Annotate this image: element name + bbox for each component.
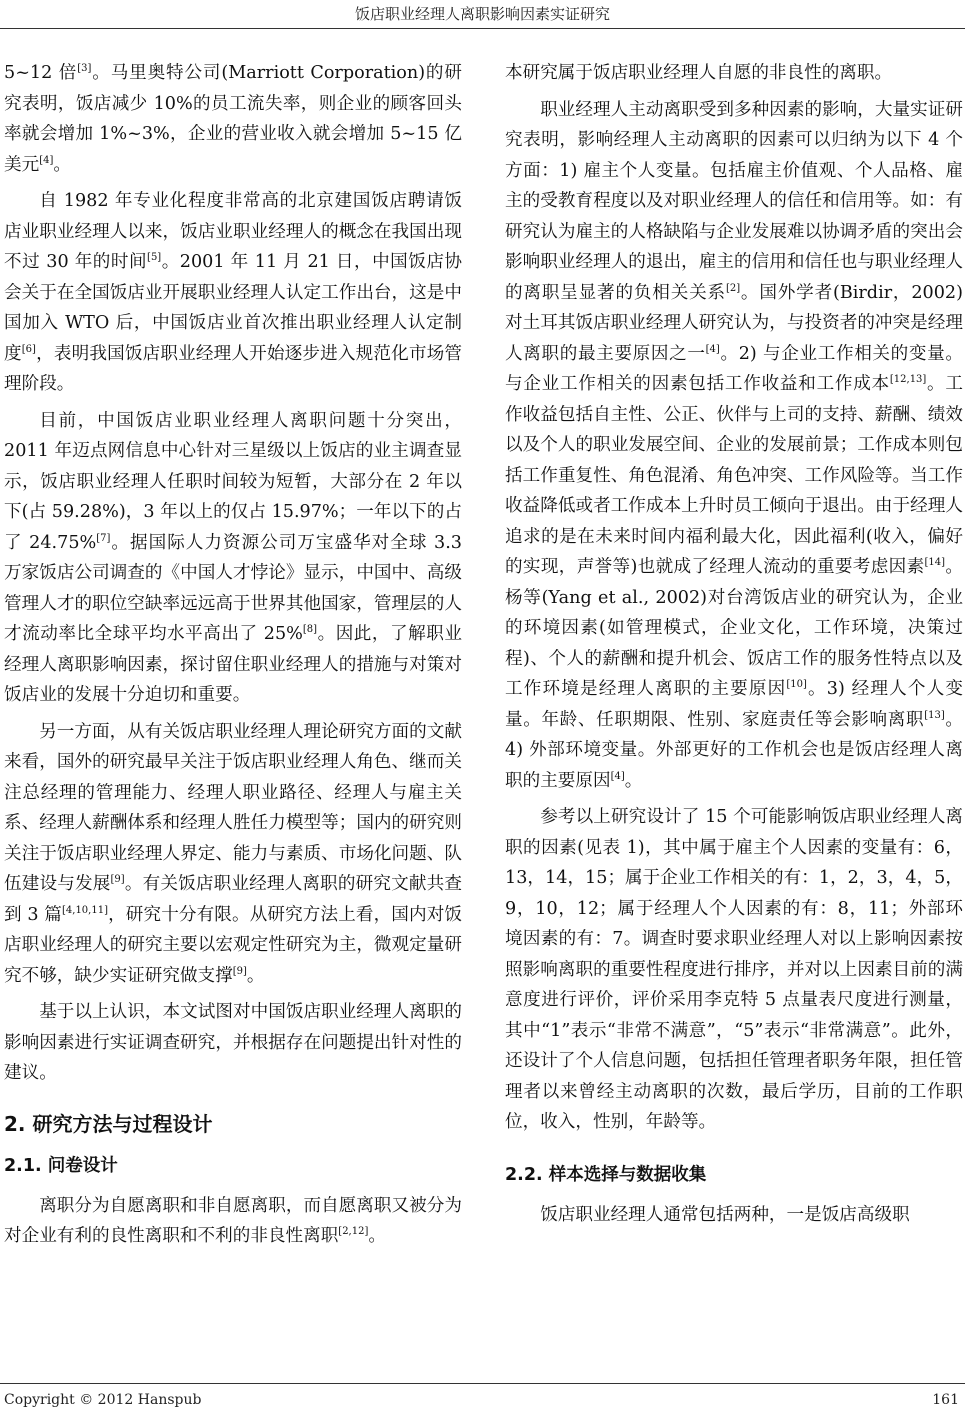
citation[interactable]: [9] xyxy=(110,874,125,885)
paragraph: 职业经理人主动离职受到多种因素的影响，大量实证研究表明，影响经理人主动离职的因素可以归纳为以下 4 个方面：1) 雇主个人变量。包括雇主价值观、个人品格、雇主的受教育程度以及对职业经理人的信任和信用等。如：有研究认为雇主的人格缺陷与企业发展难以协调矛盾的突出会影响职业经理人的退出，雇主的信用和信任也与职业经理人的离职呈显著的负相关关系[2]。国外学者(Birdir，2002)对土耳其饭店职业经理人研究认为，与投资者的冲突是经理人离职的最主要原因之一[4]。2) 与企业工作相关的变量。与企业工作相关的因素包括工作收益和工作成本[12,13]。工作收益包括自主性、公正、伙伴与上司的支持、薪酬、绩效以及个人的职业发展空间、企业的发展前景；工作成本则包括工作重复性、角色混淆、角色冲突、工作风险等。当工作收益降低或者工作成本上升时员工倾向于退出。由于经理人追求的是在未来时间内福利最大化，因此福利(收入，偏好的实现，声誉等)也就成了经理人流动的重要考虑因素[14]。杨等(Yang et al., 2002)对台湾饭店业的研究认为，企业的环境因素(如管理模式，企业文化，工作环境，决策过程)、个人的薪酬和提升机会、饭店工作的服务性特点以及工作环境是经理人离职的主要原因[10]。3) 经理人个人变量。年龄、任职期限、性别、家庭责任等会影响离职[13]。4) 外部环境变量。外部更好的工作机会也是饭店经理人离职的主要原因[4]。 xyxy=(505,99,963,791)
paragraph: 离职分为自愿离职和非自愿离职，而自愿离职又被分为对企业有利的良性离职和不利的非良性离职[2,12]。 xyxy=(4,1195,462,1246)
citation[interactable]: [4] xyxy=(39,154,54,166)
page-number: 161 xyxy=(932,1392,959,1408)
citation[interactable]: [3] xyxy=(77,63,92,74)
citation[interactable]: [4,10,11] xyxy=(62,904,108,916)
paragraph: 基于以上认识，本文试图对中国饭店职业经理人离职的影响因素进行实证调查研究，并根据存在问题提出针对性的建议。 xyxy=(4,1002,462,1083)
citation[interactable]: [2] xyxy=(725,282,741,294)
paragraph: 饭店职业经理人通常包括两种，一是饭店高级职 xyxy=(540,1204,910,1225)
citation[interactable]: [12,13] xyxy=(889,374,927,385)
running-header: 饭店职业经理人离职影响因素实证研究 xyxy=(354,5,610,23)
paragraph: 目前，中国饭店业职业经理人离职问题十分突出，2011 年迈点网信息中心针对三星级以上饭店的业主调查显示，饭店职业经理人任职时间较为短暂，大部分在 2 年以下(占 59.28%)，3 年以上的仅占 15.97%；一年以下的占了 24.75%[7]。据国际人力资源公司万宝盛华对全球 3.3 万家饭店公司调查的《中国人才悖论》显示，中国中、高级管理人才的职位空缺率远远高于世界其他国家，管理层的人才流动率比全球平均水平高出了 25%[8]。因此，了解职业经理人离职影响因素，探讨留住职业经理人的措施与对策对饭店业的发展十分迫切和重要。 xyxy=(4,410,462,705)
citation[interactable]: [2,12] xyxy=(338,1226,369,1237)
citation[interactable]: [14] xyxy=(924,557,946,568)
citation[interactable]: [4] xyxy=(610,770,625,782)
paragraph: 本研究属于饭店职业经理人自愿的非良性的离职。 xyxy=(505,63,893,83)
citation[interactable]: [6] xyxy=(21,343,36,355)
citation[interactable]: [13] xyxy=(924,709,945,721)
right-column xyxy=(505,58,963,1368)
paragraph: 参考以上研究设计了 15 个可能影响饭店职业经理人离职的因素(见表 1)，其中属于雇主个人因素的变量有：6，13，14，15；属于企业工作相关的有：1，2，3，4，5，9，10，12；属于经理人个人因素的有：8，11；外部环境因素的有：7。调查时要求职业经理人对以上影响因素按照影响离职的重要性程度进行排序，并对以上因素目前的满意度进行评价，评价采用李克特 5 点量表尺度进行测量，其中“1”表示“非常不满意”，“5”表示“非常满意”。此外，还设计了个人信息问题，包括担任管理者职务年限，担任管理者以来曾经主动离职的次数，最后学历，目前的工作职位，收入，性别，年龄等。 xyxy=(505,807,963,1132)
citation[interactable]: [10] xyxy=(786,679,807,690)
subsection-heading: 2.1. 问卷设计 xyxy=(4,1155,118,1176)
footer-rule xyxy=(0,1383,965,1384)
citation[interactable]: [8] xyxy=(302,624,318,635)
citation[interactable]: [4] xyxy=(705,343,720,355)
citation[interactable]: [7] xyxy=(96,532,111,544)
copyright-notice: Copyright © 2012 Hanspub xyxy=(4,1392,202,1408)
citation[interactable]: [5] xyxy=(147,252,162,263)
subsection-heading: 2.2. 样本选择与数据收集 xyxy=(505,1164,707,1185)
paragraph: 自 1982 年专业化程度非常高的北京建国饭店聘请饭店业职业经理人以来，饭店业职业经理人的概念在我国出现不过 30 年的时间[5]。2001 年 11 月 21 日，中国饭店协会关于在全国饭店业开展职业经理人认定工作出台，这是中国加入 WTO 后，中国饭店业首次推出职业经理人认定制度[6]，表明我国饭店职业经理人开始逐步进入规范化市场管理阶段。 xyxy=(4,191,462,394)
section-heading: 2. 研究方法与过程设计 xyxy=(4,1111,213,1136)
header-rule xyxy=(0,28,965,29)
left-column xyxy=(4,58,462,1368)
paragraph: 另一方面，从有关饭店职业经理人理论研究方面的文献来看，国外的研究最早关注于饭店职业经理人角色、继而关注总经理的管理能力、经理人职业路径、经理人与雇主关系、经理人薪酬体系和经理人胜任力模型等；国内的研究则关注于饭店职业经理人界定、能力与素质、市场化问题、队伍建设与发展[9]。有关饭店职业经理人离职的研究文献共查到 3 篇[4,10,11]，研究十分有限。从研究方法上看，国内对饭店职业经理人的研究主要以宏观定性研究为主，微观定量研究不够，缺少实证研究做支撑[9]。 xyxy=(4,721,462,986)
citation[interactable]: [9] xyxy=(232,965,247,977)
paragraph: 5~12 倍[3]。马里奥特公司(Marriott Corporation)的研究表明，饭店减少 10%的员工流失率，则企业的顾客回头率就会增加 1%~3%，企业的营业收入就会增加 5~15 亿美元[4]。 xyxy=(4,63,462,175)
